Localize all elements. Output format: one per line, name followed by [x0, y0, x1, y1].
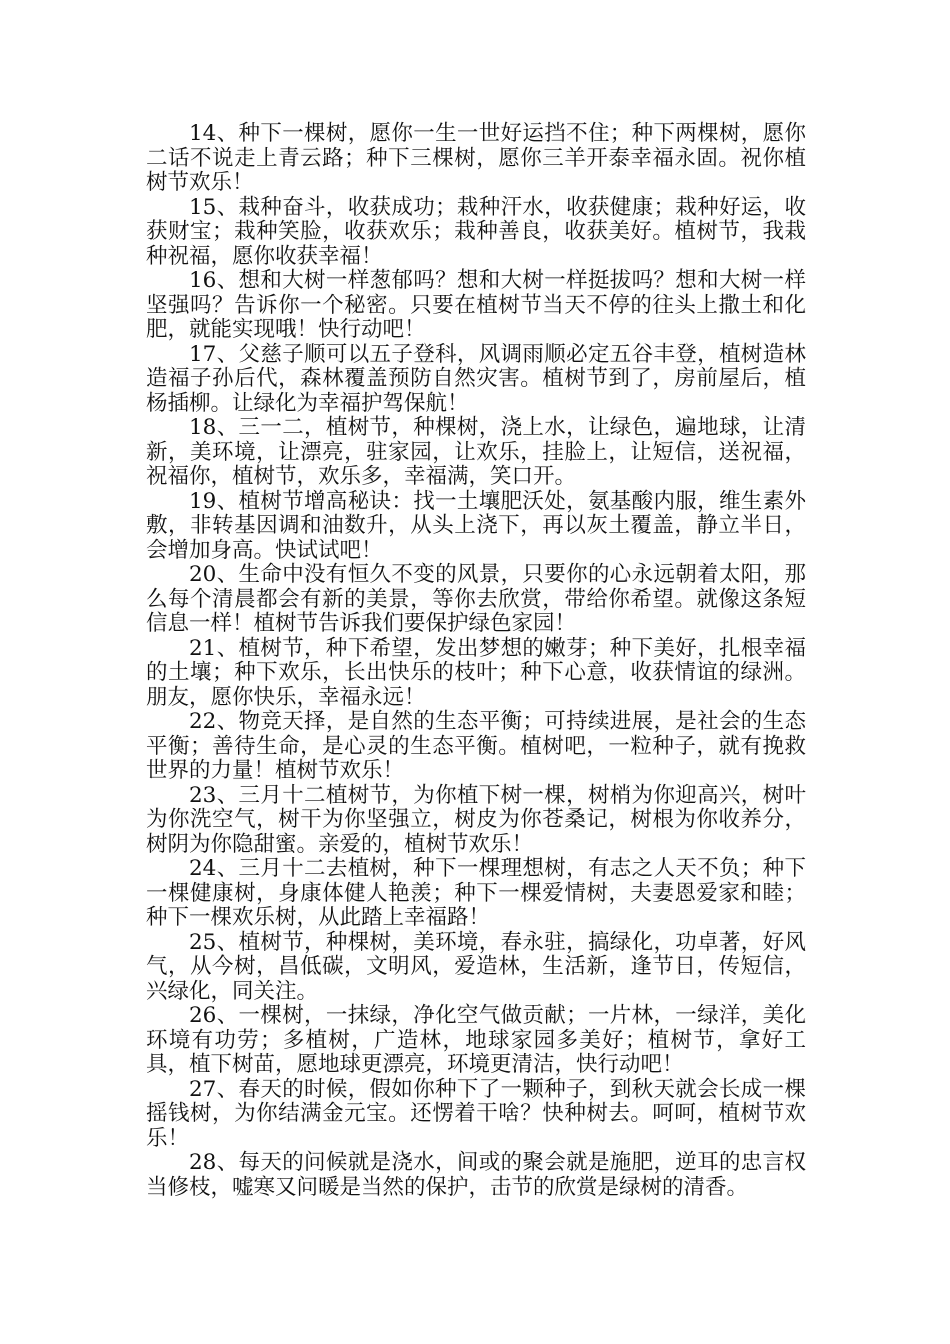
document-body: [146, 122, 806, 1200]
paragraph-23: 23、三月十二植树节，为你植下树一棵，树梢为你迎高兴，树叶为你洗空气，树干为你坚强立，树皮为你苍桑记，树根为你收养分，树阴为你隐甜蜜。亲爱的，植树节欢乐！: [146, 782, 806, 857]
paragraph-26: 26、一棵树，一抹绿，净化空气做贡献；一片林，一绿洋，美化环境有功劳；多植树，广造林，地球家园多美好；植树节，拿好工具，植下树苗，愿地球更漂亮，环境更清洁，快行动吧！: [146, 1003, 806, 1077]
paragraph-24: 24、三月十二去植树，种下一棵理想树，有志之人天不负；种下一棵健康树，身康体健人艳羡；种下一棵爱情树，夫妻恩爱家和睦；种下一棵欢乐树，从此踏上幸福路！: [146, 856, 806, 930]
paragraph-20: 20、生命中没有恒久不变的风景，只要你的心永远朝着太阳，那么每个清晨都会有新的美景，等你去欣赏，带给你希望。就像这条短信息一样！植树节告诉我们要保护绿色家园！: [146, 562, 806, 636]
paragraph-22: 22、物竞天择，是自然的生态平衡；可持续进展，是社会的生态平衡；善待生命，是心灵的生态平衡。植树吧，一粒种子，就有挽救世界的力量！植树节欢乐！: [146, 709, 806, 783]
paragraph-19: 19、植树节增高秘诀：找一土壤肥沃处，氨基酸内服，维生素外敷，非转基因调和油数升，从头上浇下，再以灰土覆盖，静立半日，会增加身高。快试试吧！: [146, 488, 806, 563]
paragraph-28: 28、每天的问候就是浇水，间或的聚会就是施肥，逆耳的忠言权当修枝，嘘寒又问暖是当然的保护，击节的欣赏是绿树的清香。: [146, 1150, 806, 1200]
paragraph-21: 21、植树节，种下希望，发出梦想的嫩芽；种下美好，扎根幸福的土壤；种下欢乐，长出快乐的枝叶；种下心意，收获情谊的绿洲。朋友，愿你快乐，幸福永远！: [146, 635, 806, 710]
paragraph-27: 27、春天的时候，假如你种下了一颗种子，到秋天就会长成一棵摇钱树，为你结满金元宝。还愣着干啥？快种树去。呵呵，植树节欢乐！: [146, 1076, 806, 1151]
paragraph-16: 16、想和大树一样葱郁吗？想和大树一样挺拔吗？想和大树一样坚强吗？告诉你一个秘密。只要在植树节当天不停的往头上撒土和化肥，就能实现哦！快行动吧！: [146, 268, 806, 342]
paragraph-25: 25、植树节，种棵树，美环境，春永驻，搞绿化，功卓著，好风气，从今树，昌低碳，文明风，爱造林，生活新，逢节日，传短信，兴绿化，同关注。: [146, 929, 806, 1004]
paragraph-14: 14、种下一棵树，愿你一生一世好运挡不住；种下两棵树，愿你二话不说走上青云路；种下三棵树，愿你三羊开泰幸福永固。祝你植树节欢乐！: [146, 121, 806, 195]
paragraph-17: 17、父慈子顺可以五子登科，风调雨顺必定五谷丰登，植树造林造福子孙后代，森林覆盖预防自然灾害。植树节到了，房前屋后，植杨插柳。让绿化为幸福护驾保航！: [146, 341, 806, 416]
paragraph-15: 15、栽种奋斗，收获成功；栽种汗水，收获健康；栽种好运，收获财宝；栽种笑脸，收获欢乐；栽种善良，收获美好。植树节，我栽种祝福，愿你收获幸福！: [146, 194, 806, 269]
paragraph-18: 18、三一二，植树节，种棵树，浇上水，让绿色，遍地球，让清新，美环境，让漂亮，驻家园，让欢乐，挂脸上，让短信，送祝福，祝福你，植树节，欢乐多，幸福满，笑口开。: [146, 415, 806, 489]
